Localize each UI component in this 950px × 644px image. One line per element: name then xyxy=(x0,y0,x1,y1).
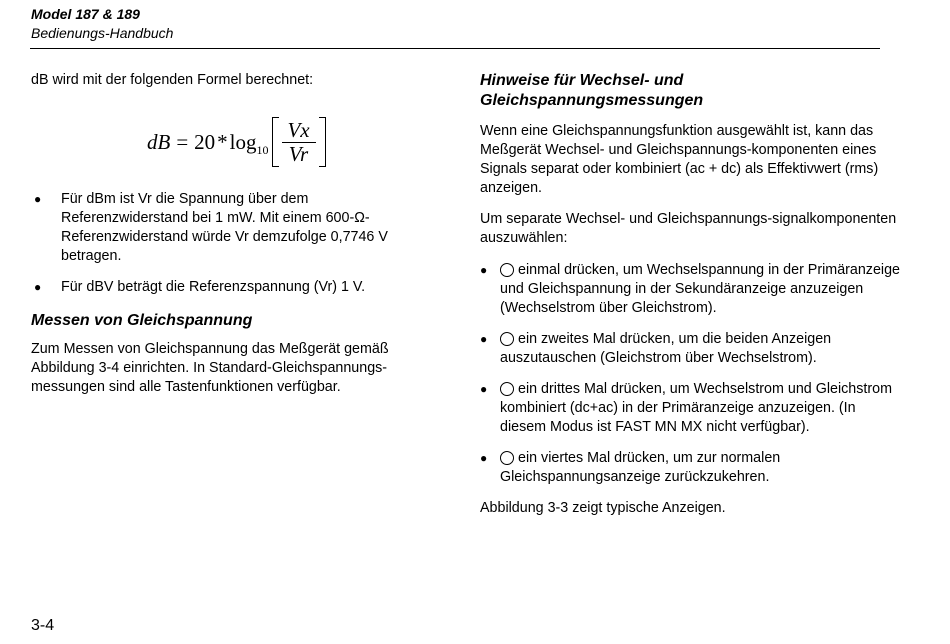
section-paragraph: Zum Messen von Gleichspannung das Meßgerät gemäß Abbildung 3-4 einrichten. In Standard-Gleichspannungs-messungen sind alle Tastenfunktionen verfügbar. xyxy=(31,341,389,395)
formula-numerator: Vx xyxy=(287,117,310,142)
right-bracket xyxy=(319,117,326,167)
left-column xyxy=(31,71,431,397)
list-item-text: ein drittes Mal drücken, um Wechselstrom und Gleichstrom kombiniert (dc+ac) in der Primäranzeige anzuzeigen. (In diesem Modus ist FAST MN MX nicht verfügbar). xyxy=(500,381,892,435)
db-formula xyxy=(31,90,431,190)
header-subtitle: Bedienungs-Handbuch xyxy=(31,25,174,41)
bullet-icon: ● xyxy=(480,451,488,465)
list-item xyxy=(480,449,900,487)
list-item xyxy=(480,380,900,437)
section-heading: Messen von Gleichspannung xyxy=(31,312,253,329)
header-divider xyxy=(30,48,880,49)
header-title: Model 187 & 189 xyxy=(31,6,140,22)
formula-log: log xyxy=(229,129,257,154)
formula-log-base: 10 xyxy=(256,142,269,157)
formula-equals: = xyxy=(176,129,189,154)
formula-intro: dB wird mit der folgenden Formel berechnet: xyxy=(31,72,314,88)
right-column xyxy=(480,71,900,518)
paragraph-select-components: Um separate Wechsel- und Gleichspannungs-signalkomponenten auszuwählen: xyxy=(480,211,897,246)
formula-times: * xyxy=(217,129,228,154)
list-item xyxy=(31,190,431,266)
list-item-text: ein zweites Mal drücken, um die beiden Anzeigen auszutauschen (Gleichstrom über Wechselstrom). xyxy=(500,331,832,366)
button-steps-list xyxy=(480,261,900,487)
list-item-text: Für dBV beträgt die Referenzspannung (Vr) 1 V. xyxy=(61,279,366,295)
closing-paragraph: Abbildung 3-3 zeigt typische Anzeigen. xyxy=(480,500,726,516)
formula-expression xyxy=(147,113,326,171)
formula-fraction xyxy=(279,119,319,166)
section-heading-line1: Hinweise für Wechsel- und xyxy=(480,72,684,89)
formula-denominator: Vr xyxy=(288,141,309,166)
bullet-icon: ● xyxy=(480,332,488,346)
page-number: 3-4 xyxy=(31,617,55,634)
list-item xyxy=(31,278,431,297)
bullet-icon: ● xyxy=(34,192,42,206)
list-item xyxy=(480,330,900,368)
left-bracket xyxy=(272,117,279,167)
button-circle-icon xyxy=(500,332,514,346)
list-item-text: Für dBm ist Vr die Spannung über dem Referenzwiderstand bei 1 mW. Mit einem 600-Ω-Referenzwiderstand würde Vr demzufolge 0,7746 V betragen. xyxy=(61,191,388,264)
button-circle-icon xyxy=(500,451,514,465)
list-item-text: ein viertes Mal drücken, um zur normalen Gleichspannungsanzeige zurückzukehren. xyxy=(500,450,781,485)
bullet-icon: ● xyxy=(480,382,488,396)
button-circle-icon xyxy=(500,382,514,396)
button-circle-icon xyxy=(500,263,514,277)
bullet-icon: ● xyxy=(34,280,42,294)
list-item-text: einmal drücken, um Wechselspannung in der Primäranzeige und Gleichspannung in der Sekundäranzeige anzuzeigen (Wechselstrom über Gleichstrom). xyxy=(500,262,900,316)
bullet-icon: ● xyxy=(480,263,488,277)
paragraph-dc-functions: Wenn eine Gleichspannungsfunktion ausgewählt ist, kann das Meßgerät Wechsel- und Gleichspannungs-komponenten eines Signals separat oder kombiniert (ac + dc) als Effektivwert (rms) anzeigen. xyxy=(480,123,879,196)
section-heading-line2: Gleichspannungsmessungen xyxy=(480,92,704,109)
formula-lhs: dB xyxy=(147,129,171,154)
list-item xyxy=(480,261,900,318)
formula-factor: 20 xyxy=(194,129,216,154)
db-notes-list xyxy=(31,190,431,297)
